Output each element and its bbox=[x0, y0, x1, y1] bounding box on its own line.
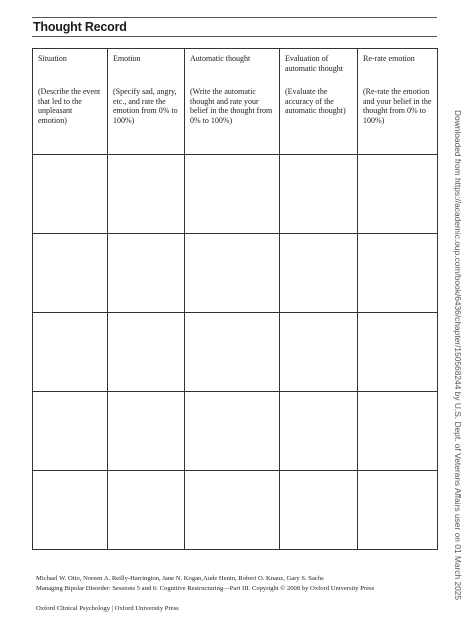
column-title: Re-rate emotion bbox=[363, 54, 415, 63]
column-title: Emotion bbox=[113, 54, 141, 63]
entry-cell-situation[interactable] bbox=[33, 392, 108, 471]
entry-cell-automatic-thought[interactable] bbox=[185, 155, 280, 234]
entry-cell-automatic-thought[interactable] bbox=[185, 313, 280, 392]
entry-cell-evaluation[interactable] bbox=[280, 392, 358, 471]
entry-cell-situation[interactable] bbox=[33, 155, 108, 234]
column-header-emotion bbox=[108, 49, 185, 155]
entry-cell-automatic-thought[interactable] bbox=[185, 234, 280, 313]
entry-cell-situation[interactable] bbox=[33, 471, 108, 550]
download-watermark bbox=[452, 110, 466, 601]
column-header-automatic-thought bbox=[185, 49, 280, 155]
entry-cell-evaluation[interactable] bbox=[280, 234, 358, 313]
table-row bbox=[33, 155, 438, 234]
table-row bbox=[33, 234, 438, 313]
column-title: Evaluation of automatic thought bbox=[285, 54, 343, 73]
title-rule bbox=[32, 36, 437, 37]
entry-cell-evaluation[interactable] bbox=[280, 313, 358, 392]
column-description: (Re-rate the emotion and your belief in the thought from 0% to 100%) bbox=[363, 87, 432, 125]
download-notice-text: Downloaded from https://academic.oup.com/book/6436/chapter/150568244 by U.S. Dept. of Veterans Affairs user on 01 March 2025 bbox=[453, 110, 463, 601]
column-description: (Describe the event that led to the unpleasant emotion) bbox=[38, 87, 101, 125]
table-row bbox=[33, 471, 438, 550]
entry-cell-situation[interactable] bbox=[33, 234, 108, 313]
column-header-evaluation bbox=[280, 49, 358, 155]
column-description: (Specify sad, angry, etc., and rate the emotion from 0% to 100%) bbox=[113, 87, 178, 125]
column-header-situation bbox=[33, 49, 108, 155]
citation-authors: Michael W. Otto, Noreen A. Reilly-Harrington, Jane N. Kogan,Aude Henin, Robert O. Knauz, Gary S. Sachs bbox=[36, 575, 324, 582]
page-title: Thought Record bbox=[33, 20, 127, 34]
entry-cell-emotion[interactable] bbox=[108, 155, 185, 234]
entry-cell-evaluation[interactable] bbox=[280, 471, 358, 550]
entry-cell-emotion[interactable] bbox=[108, 392, 185, 471]
entry-cell-re-rate-emotion[interactable] bbox=[358, 392, 438, 471]
citation-block bbox=[36, 574, 374, 593]
column-header-re-rate-emotion bbox=[358, 49, 438, 155]
entry-cell-re-rate-emotion[interactable] bbox=[358, 155, 438, 234]
table-row bbox=[33, 313, 438, 392]
column-description: (Write the automatic thought and rate your belief in the thought from 0% to 100%) bbox=[190, 87, 273, 125]
entry-cell-situation[interactable] bbox=[33, 313, 108, 392]
entry-cell-re-rate-emotion[interactable] bbox=[358, 234, 438, 313]
entry-cell-re-rate-emotion[interactable] bbox=[358, 471, 438, 550]
entry-cell-emotion[interactable] bbox=[108, 471, 185, 550]
citation-source: Managing Bipolar Disorder: Sessions 5 and 6: Cognitive Restructuring—Part III. Copyright © 2008 by Oxford University Press bbox=[36, 584, 375, 592]
thought-record-table bbox=[32, 48, 438, 550]
entry-cell-automatic-thought[interactable] bbox=[185, 471, 280, 550]
entry-cell-automatic-thought[interactable] bbox=[185, 392, 280, 471]
header-row bbox=[33, 49, 438, 155]
entry-cell-emotion[interactable] bbox=[108, 234, 185, 313]
entry-cell-evaluation[interactable] bbox=[280, 155, 358, 234]
top-rule bbox=[32, 17, 437, 18]
table-row bbox=[33, 392, 438, 471]
entry-cell-re-rate-emotion[interactable] bbox=[358, 313, 438, 392]
column-title: Automatic thought bbox=[190, 54, 251, 63]
column-title: Situation bbox=[38, 54, 67, 63]
column-description: (Evaluate the accuracy of the automatic thought) bbox=[285, 87, 346, 116]
publisher-line: Oxford Clinical Psychology | Oxford University Press bbox=[36, 605, 179, 612]
entry-cell-emotion[interactable] bbox=[108, 313, 185, 392]
